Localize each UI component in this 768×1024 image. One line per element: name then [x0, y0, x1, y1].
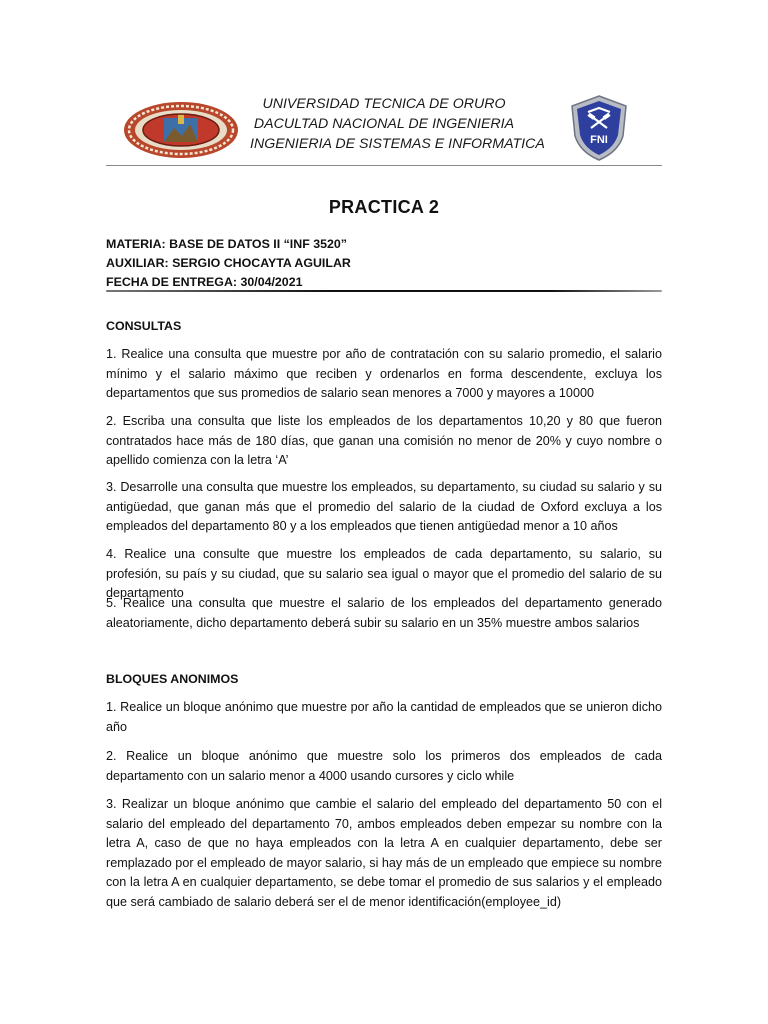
course-subject: MATERIA: BASE DE DATOS II “INF 3520” — [106, 237, 347, 251]
consulta-item-1: 1. Realice una consulta que muestre por año de contratación con su salario promedio, el salario mínimo y el salario máximo que reciben y ordenarlos en forma descendente, excluya los departamentos que sus promedios de salario sean menores a 7000 y mayores a 10000 — [106, 347, 662, 401]
bloque-item-2: 2. Realice un bloque anónimo que muestre solo los primeros dos empleados de cada departamento con un salario menor a 4000 usando cursores y ciclo while — [106, 749, 662, 783]
bloque-item-1: 1. Realice un bloque anónimo que muestre por año la cantidad de empleados que se unieron dicho año — [106, 700, 662, 734]
header-divider — [106, 165, 662, 166]
consulta-item-3: 3. Desarrolle una consulta que muestre los empleados, su departamento, su ciudad su salario y su antigüedad, que ganan más que el promedio del salario de la ciudad de Oxford excluya a los empleados del departamento 80 y a los empleados que tienen antigüedad menor a 10 años — [106, 480, 662, 534]
course-assistant: AUXILIAR: SERGIO CHOCAYTA AGUILAR — [106, 256, 351, 270]
bloque-item-3: 3. Realizar un bloque anónimo que cambie el salario del empleado del departamento 50 con el salario del empleado del departamento 70, ambos empleados deben empezar su nombre con la letra A, caso de que no haya empleados con la letra A en cualquier departamento, debe ser remplazado por el empleado de mayor salario, si hay más de un empleado que empiece su nombre con la letra A en cualquier departamento, se debe tomar el promedio de sus salarios y el empleado que será cambiado de salario deberá ser el de menor identificación(employee_id) — [106, 797, 662, 909]
fni-shield-icon — [568, 94, 630, 162]
consulta-item-5: 5. Realice una consulta que muestre el salario de los empleados del departamento generado aleatoriamente, dicho departamento deberá subir su salario en un 35% muestre ambos salarios — [106, 596, 662, 630]
consulta-item-4: 4. Realice una consulte que muestre los empleados de cada departamento, su salario, su profesión, su país y su ciudad, que su salario sea igual o mayor que el promedio del salario de su departamento — [106, 547, 662, 601]
course-info — [106, 235, 351, 292]
institution-header — [250, 94, 545, 154]
info-divider — [106, 290, 662, 292]
career-name: INGENIERIA DE SISTEMAS E INFORMATICA — [250, 136, 545, 152]
university-seal-icon — [122, 100, 240, 160]
due-date: FECHA DE ENTREGA: 30/04/2021 — [106, 275, 303, 289]
section-heading-consultas: CONSULTAS — [106, 319, 182, 333]
faculty-name: DACULTAD NACIONAL DE INGENIERIA — [253, 116, 515, 132]
fni-logo-text: FNI — [590, 134, 608, 146]
university-name: UNIVERSIDAD TECNICA DE ORURO — [262, 96, 506, 112]
section-heading-bloques: BLOQUES ANONIMOS — [106, 672, 239, 686]
consulta-item-2: 2. Escriba una consulta que liste los empleados de los departamentos 10,20 y 80 que fueron contratados hace más de 180 días, que ganan una comisión no menor de 20% y cuyo nombre o apellido comienza con la letra ‘A’ — [106, 414, 662, 468]
page-title: PRACTICA 2 — [328, 197, 440, 217]
